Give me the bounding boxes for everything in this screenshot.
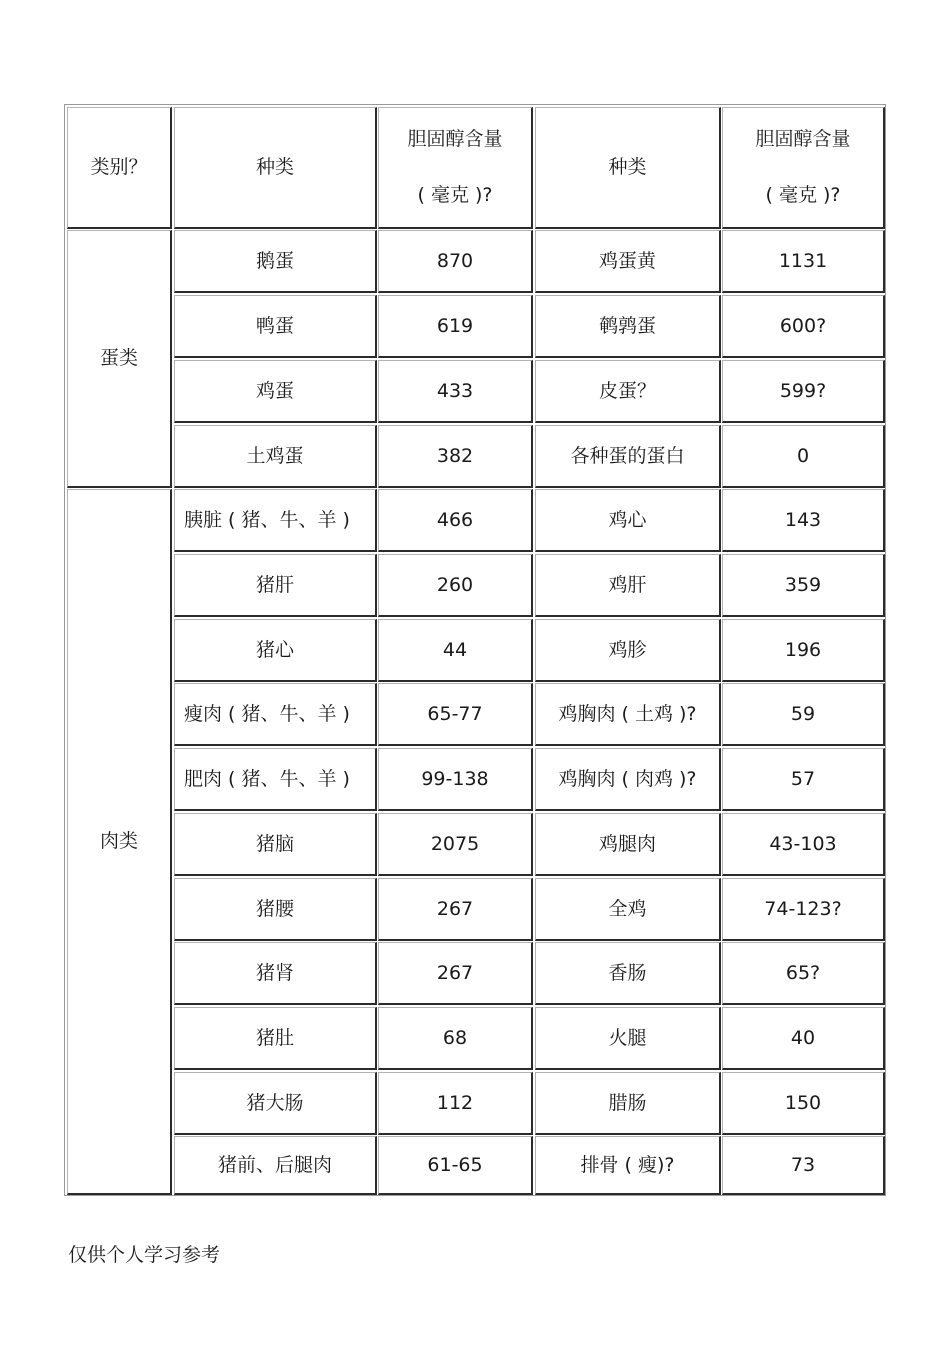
cell-text: 鸡胸肉 ( 土鸡 )?	[558, 702, 697, 725]
cell-text: 猪心	[255, 638, 294, 661]
row-value-b	[722, 1136, 885, 1195]
row-value-a	[378, 878, 533, 941]
row-kind-b	[535, 1136, 721, 1195]
cell-text: 鹌鹑蛋	[598, 314, 656, 337]
cell-text: 68	[442, 1026, 468, 1049]
row-kind-b	[535, 425, 721, 488]
row-kind-a	[174, 878, 377, 941]
row-value-a	[378, 748, 533, 811]
row-kind-b	[535, 942, 721, 1005]
cell-text: 196	[784, 638, 822, 661]
cell-text: 鸡胗	[608, 638, 647, 661]
row-kind-a	[174, 1136, 377, 1195]
row-kind-b	[535, 554, 721, 617]
row-value-a	[378, 554, 533, 617]
cell-text: 619	[436, 314, 474, 337]
cell-text: 鸡心	[608, 508, 647, 531]
row-kind-b	[535, 748, 721, 811]
cell-text: 鸡肝	[608, 573, 647, 596]
row-kind-a	[174, 554, 377, 617]
header-content-a	[378, 107, 533, 229]
category-meat-text: 肉类	[99, 830, 138, 853]
cell-text: 267	[436, 961, 474, 984]
row-value-b	[722, 554, 885, 617]
category-meat	[67, 489, 172, 1195]
cell-text: 112	[436, 1091, 474, 1114]
cell-text: 肥肉 ( 猪、牛、羊 )	[184, 767, 350, 790]
header-category	[67, 107, 172, 229]
cell-text: 瘦肉 ( 猪、牛、羊 )	[184, 702, 350, 725]
header-kind-a	[174, 107, 377, 229]
cell-text: 鸡胸肉 ( 肉鸡 )?	[558, 767, 697, 790]
header-content-b-line1: 胆固醇含量	[755, 128, 851, 150]
cell-text: 猪腰	[255, 897, 294, 920]
row-kind-a	[174, 1072, 377, 1135]
cell-text: 2075	[430, 832, 480, 855]
row-kind-a	[174, 425, 377, 488]
row-value-b	[722, 619, 885, 682]
row-value-b	[722, 748, 885, 811]
cell-text: 腊肠	[608, 1091, 647, 1114]
footer-note: 仅供个人学习参考	[68, 1244, 221, 1266]
category-eggs	[67, 230, 172, 488]
header-content-b-line2: ( 毫克 )?	[765, 184, 841, 207]
row-kind-b	[535, 489, 721, 552]
row-kind-b	[535, 230, 721, 293]
cell-text: 排骨 ( 瘦)?	[580, 1153, 675, 1176]
header-content-a-line2: ( 毫克 )?	[417, 184, 493, 207]
cell-text: 61-65	[427, 1153, 483, 1176]
cell-text: 鸡蛋	[255, 379, 294, 402]
cell-text: 599?	[779, 379, 827, 402]
header-kind-b	[535, 107, 721, 229]
cell-text: 鹅蛋	[255, 249, 294, 272]
cell-text: 74-123?	[764, 897, 842, 920]
cell-text: 382	[436, 444, 474, 467]
category-eggs-text: 蛋类	[99, 347, 138, 370]
header-category-text: 类别？	[90, 156, 148, 179]
cell-text: 猪肝	[255, 573, 294, 596]
cell-text: 466	[436, 508, 474, 531]
row-value-a	[378, 942, 533, 1005]
row-kind-b	[535, 360, 721, 423]
row-kind-a	[174, 813, 377, 876]
row-value-b	[722, 813, 885, 876]
cell-text: 胰脏 ( 猪、牛、羊 )	[184, 508, 350, 531]
cell-text: 1131	[778, 249, 828, 272]
row-value-b	[722, 683, 885, 746]
row-value-b	[722, 360, 885, 423]
row-kind-b	[535, 813, 721, 876]
cell-text: 433	[436, 379, 474, 402]
cell-text: 260	[436, 573, 474, 596]
cell-text: 猪前、后腿肉	[217, 1153, 332, 1176]
cell-text: 359	[784, 573, 822, 596]
row-value-b	[722, 1007, 885, 1070]
row-value-b	[722, 489, 885, 552]
cell-text: 猪肾	[255, 961, 294, 984]
cell-text: 各种蛋的蛋白	[570, 444, 685, 467]
cell-text: 鸡腿肉	[598, 832, 656, 855]
cell-text: 870	[436, 249, 474, 272]
header-kind-a-text: 种类	[255, 156, 294, 179]
row-value-a	[378, 1072, 533, 1135]
cell-text: 143	[784, 508, 822, 531]
header-kind-b-text: 种类	[608, 156, 647, 179]
cell-text: 香肠	[608, 961, 647, 984]
row-kind-a	[174, 230, 377, 293]
row-kind-a	[174, 748, 377, 811]
row-value-a	[378, 1136, 533, 1195]
cell-text: 0	[796, 444, 810, 467]
row-kind-a	[174, 619, 377, 682]
row-value-b	[722, 942, 885, 1005]
row-value-b	[722, 878, 885, 941]
row-kind-a	[174, 489, 377, 552]
row-value-b	[722, 425, 885, 488]
row-kind-a	[174, 360, 377, 423]
row-value-a	[378, 425, 533, 488]
row-kind-b	[535, 878, 721, 941]
cell-text: 火腿	[608, 1026, 647, 1049]
cell-text: 鸭蛋	[255, 314, 294, 337]
cell-text: 73	[790, 1153, 816, 1176]
row-kind-a	[174, 1007, 377, 1070]
row-kind-a	[174, 683, 377, 746]
cell-text: 土鸡蛋	[246, 444, 304, 467]
row-value-a	[378, 1007, 533, 1070]
cell-text: 150	[784, 1091, 822, 1114]
cell-text: 猪大肠	[246, 1091, 304, 1114]
row-kind-b	[535, 619, 721, 682]
row-kind-b	[535, 1007, 721, 1070]
cell-text: 600?	[779, 314, 827, 337]
cell-text: 57	[790, 767, 816, 790]
cholesterol-table	[64, 104, 886, 1196]
row-kind-a	[174, 942, 377, 1005]
row-value-b	[722, 230, 885, 293]
cell-text: 猪肚	[255, 1026, 294, 1049]
row-kind-b	[535, 683, 721, 746]
cell-text: 皮蛋？	[598, 379, 656, 402]
cell-text: 99-138	[421, 767, 489, 790]
row-kind-b	[535, 295, 721, 358]
row-value-a	[378, 813, 533, 876]
row-value-a	[378, 295, 533, 358]
row-value-b	[722, 295, 885, 358]
cell-text: 267	[436, 897, 474, 920]
row-kind-b	[535, 1072, 721, 1135]
cell-text: 65?	[785, 961, 821, 984]
header-content-a-line1: 胆固醇含量	[407, 128, 503, 150]
cell-text: 鸡蛋黄	[598, 249, 656, 272]
cell-text: 65-77	[427, 702, 483, 725]
row-kind-a	[174, 295, 377, 358]
row-value-a	[378, 230, 533, 293]
row-value-a	[378, 619, 533, 682]
cell-text: 40	[790, 1026, 816, 1049]
cell-text: 全鸡	[608, 897, 647, 920]
header-content-b	[722, 107, 885, 229]
row-value-b	[722, 1072, 885, 1135]
cell-text: 43-103	[769, 832, 837, 855]
row-value-a	[378, 489, 533, 552]
row-value-a	[378, 360, 533, 423]
cell-text: 59	[790, 702, 816, 725]
cell-text: 44	[442, 638, 468, 661]
cell-text: 猪脑	[255, 832, 294, 855]
row-value-a	[378, 683, 533, 746]
